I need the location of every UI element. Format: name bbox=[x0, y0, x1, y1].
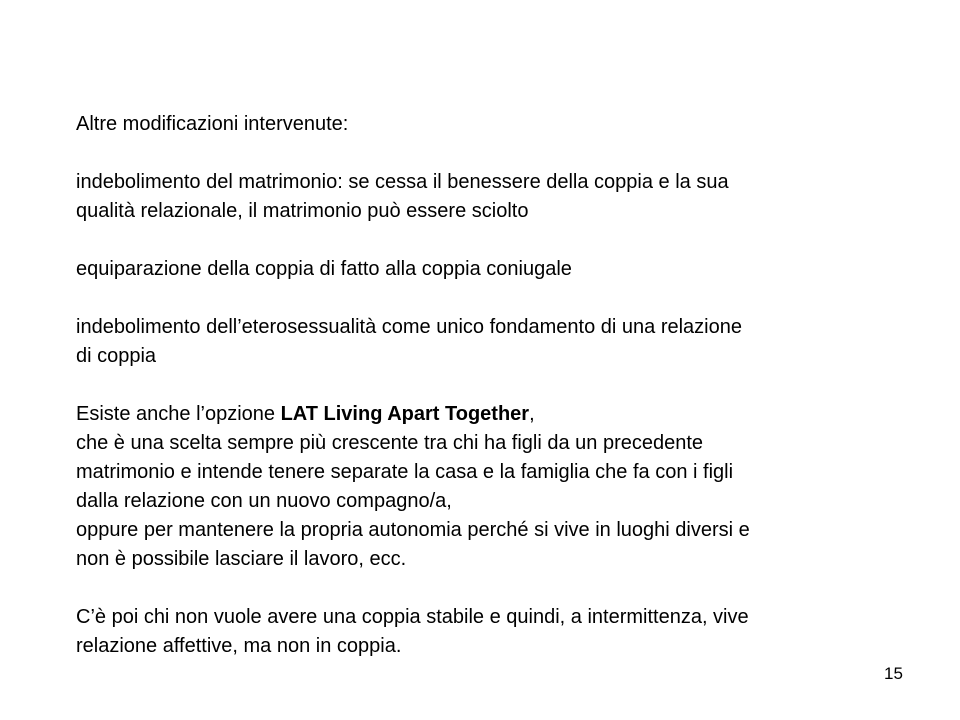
paragraph-1-line-1: indebolimento del matrimonio: se cessa il benessere della coppia e la sua bbox=[76, 171, 729, 193]
spacer bbox=[76, 139, 936, 168]
page-number: 15 bbox=[884, 664, 903, 683]
paragraph-1-line-2: qualità relazionale, il matrimonio può essere sciolto bbox=[76, 200, 529, 222]
paragraph-5-line-2: relazione affettive, ma non in coppia. bbox=[76, 635, 402, 657]
paragraph-5-line-1: C’è poi chi non vuole avere una coppia stabile e quindi, a intermittenza, vive bbox=[76, 606, 749, 628]
spacer bbox=[76, 574, 936, 603]
lat-intro-text: Esiste anche l’opzione bbox=[76, 403, 281, 425]
spacer bbox=[76, 284, 936, 313]
paragraph-4-line-2: che è una scelta sempre più crescente tra chi ha figli da un precedente bbox=[76, 432, 704, 454]
paragraph-4-line-3: matrimonio e intende tenere separate la casa e la famiglia che fa con i figli bbox=[76, 461, 734, 483]
lat-comma: , bbox=[529, 403, 535, 425]
paragraph-3-line-1: indebolimento dell’eterosessualità come unico fondamento di una relazione bbox=[76, 316, 742, 338]
paragraph-3-line-2: di coppia bbox=[76, 345, 157, 367]
paragraph-4-line-5: oppure per mantenere la propria autonomia perché si vive in luoghi diversi e bbox=[76, 519, 750, 541]
slide-body bbox=[76, 110, 936, 661]
paragraph-4-line-4: dalla relazione con un nuovo compagno/a, bbox=[76, 490, 452, 512]
spacer bbox=[76, 371, 936, 400]
paragraph-4-line-6: non è possibile lasciare il lavoro, ecc. bbox=[76, 548, 407, 570]
spacer bbox=[76, 226, 936, 255]
paragraph-2-line-1: equiparazione della coppia di fatto alla coppia coniugale bbox=[76, 258, 572, 280]
paragraph-4-line-1 bbox=[76, 400, 936, 429]
slide-heading: Altre modificazioni intervenute: bbox=[76, 113, 349, 135]
lat-term: LAT Living Apart Together bbox=[280, 403, 530, 425]
